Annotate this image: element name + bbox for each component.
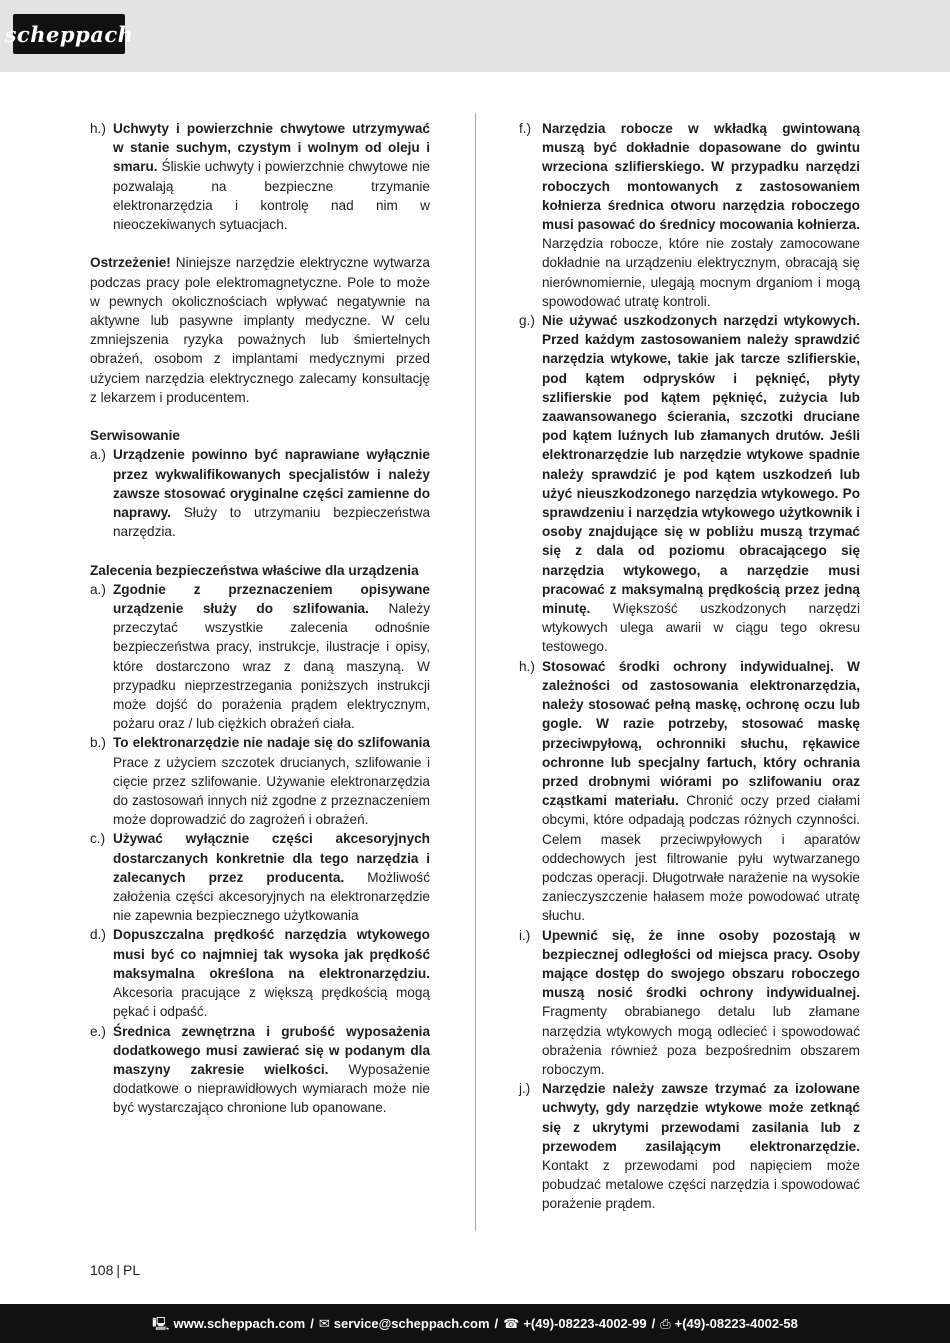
- list-item: [519, 926, 860, 1080]
- item-label: c.): [90, 831, 106, 847]
- item-text: Prace z użyciem szczotek drucianych, szlifowanie i cięcie przez szlifowanie. Używanie elektronarzędzia do zastosowań innych niż zgodne z przeznaczeniem może doprowadzić do zagrożeń i obrażeń.: [113, 754, 430, 828]
- item-bold-text: Uchwyty i powierzchnie chwytowe utrzymywać w stanie suchym, czystym i wolnym od oleju i smaru.: [113, 121, 430, 175]
- footer-phone: +(49)-08223-4002-99: [523, 1316, 647, 1331]
- page-number: [90, 1262, 140, 1278]
- list-item: [519, 311, 860, 657]
- list-item: [90, 829, 430, 925]
- item-text: Fragmenty obrabianego detalu lub złamane narzędzia wtykowych mogą odlecieć i spowodować obrażenia również poza bezpośrednim obszarem roboczym.: [542, 1004, 860, 1077]
- warning-text: Niniejsze narzędzie elektryczne wytwarza podczas pracy pole elektromagnetyczne. Pole to może w pewnych okolicznościach wpływać negatywnie na aktywne lub pasywne implanty medyczne. W celu zmniejszenia ryzyka poważnych lub śmiertelnych obrażeń, osobom z implantami medycznymi przed użyciem narzędzia elektrycznego zalecamy konsultację z lekarzem i producentem.: [90, 255, 430, 405]
- left-column: [90, 119, 430, 1118]
- item-text: Śliskie uchwyty i powierzchnie chwytowe nie pozwalają na bezpieczne trzymanie elektronarzędzia i kontrolę nad nim w nieoczekiwanych sytuacjach.: [113, 159, 430, 233]
- list-item: [90, 445, 430, 541]
- page-number-separator: |: [116, 1262, 120, 1278]
- item-text: Chronić oczy przed ciałami obcymi, które odpadają podczas różnych czynności. Celem masek przeciwpyłowych i aparatów oddechowych jest filtrowanie pyłu wytwarzanego podczas operacji. Długotrwałe narażenie na wysokie zanieczyszczenie hałasem może powodować utratę słuchu.: [542, 793, 860, 924]
- footer-email-link[interactable]: service@scheppach.com: [333, 1316, 490, 1331]
- item-text: Większość uszkodzonych narzędzi wtykowych ulega awarii w ciągu tego okresu testowego.: [542, 601, 860, 655]
- item-label: j.): [519, 1081, 531, 1097]
- item-text: Kontakt z przewodami pod napięciem może pobudzać metalowe części narzędzia i spowodować porażenie prądem.: [542, 1157, 860, 1212]
- item-label: e.): [90, 1023, 106, 1039]
- item-text: Możliwość założenia części akcesoryjnych na elektronarzędzie nie zapewnia bezpiecznego użytkowania: [113, 869, 430, 924]
- list-item: [519, 657, 860, 926]
- list-item: [90, 1022, 430, 1118]
- item-bold-text: Stosować środki ochrony indywidualnej. W zależności od zastosowania elektronarzędzia, należy stosować pełną maskę, ochronę oczu lub gogle. W razie potrzeby, stosować maskę przeciwpyłową, ochronniki słuchu, rękawice ochronne lub specjalny fartuch, który ochrania przed drobnymi wiórami po szlifowaniu oraz cząstkami materiału.: [542, 658, 860, 809]
- item-label: a.): [90, 447, 106, 463]
- mail-icon: ✉: [318, 1316, 330, 1331]
- list-item: [90, 733, 430, 829]
- fax-icon: ⎙: [660, 1316, 671, 1331]
- page-language: PL: [123, 1262, 141, 1278]
- item-bold-text: Średnica zewnętrzna i grubość wyposażenia dodatkowego musi zawierać się w podanym dla maszyny zakresie wielkości.: [113, 1023, 430, 1077]
- item-label: a.): [90, 581, 106, 597]
- footer-separator: /: [494, 1316, 499, 1331]
- footer-bar: [0, 1304, 950, 1343]
- item-bold-text: Zgodnie z przeznaczeniem opisywane urządzenie służy do szlifowania.: [113, 581, 430, 617]
- item-bold-text: To elektronarzędzie nie nadaje się do szlifowania: [113, 735, 430, 751]
- list-item: [519, 1079, 860, 1213]
- footer-website-link[interactable]: www.scheppach.com: [173, 1316, 306, 1331]
- brand-logo: scheppach: [13, 14, 125, 54]
- phone-icon: ☎: [503, 1316, 520, 1331]
- item-label: i.): [519, 927, 531, 943]
- column-divider: [475, 113, 476, 1231]
- list-item: [90, 580, 430, 734]
- item-text: Służy to utrzymaniu bezpieczeństwa narzędzia.: [113, 505, 430, 540]
- list-item: [90, 119, 430, 234]
- item-bold-text: Upewnić się, że inne osoby pozostają w bezpiecznej odległości od miejsca pracy. Osoby mające dostęp do swojego obszaru roboczego muszą nosić środki ochrony indywidualnej.: [542, 927, 860, 1001]
- section-heading: Serwisowanie: [90, 428, 180, 444]
- item-bold-text: Nie używać uszkodzonych narzędzi wtykowych. Przed każdym zastosowaniem należy sprawdzić narzędzia wtykowe, takie jak tarcze szlifierskie, pod kątem odprysków i pęknięć, płyty szlifierskie pod kątem pęknięć, zużycia lub zaawansowanego ścierania, szczotki druciane pod kątem luźnych lub złamanych drutów. Jeśli elektronarzędzie lub narzędzie wtykowe spadnie należy sprawdzić je pod kątem uszkodzeń lub użyć nieuszkodzonego narzędzia wtykowego. Po sprawdzeniu i narzędzia wtykowego użytkownik i osoby znajdujące się w pobliżu muszą trzymać się z dala od poziomu obracającego się narzędzia wtykowego, a narzędzie musi pracować z maksymalną prędkością przez jedną minutę.: [542, 313, 860, 617]
- footer-fax: +(49)-08223-4002-58: [674, 1316, 798, 1331]
- computer-icon: 🖳: [152, 1316, 170, 1331]
- item-text: Narzędzia robocze, które nie zostały zamocowane dokładnie na urządzeniu elektrycznym, obracają się nierównomiernie, ulegają mocnym drganiom i mogą spowodować utratę kontroli.: [542, 236, 860, 309]
- footer-separator: /: [651, 1316, 656, 1331]
- warning-paragraph: [90, 253, 430, 407]
- header-bar: [0, 0, 950, 72]
- item-bold-text: Dopuszczalna prędkość narzędzia wtykowego musi być co najmniej tak wysoka jak prędkość maksymalna określona na elektronarzędziu.: [113, 927, 430, 981]
- item-label: g.): [519, 313, 535, 329]
- item-label: h.): [90, 121, 106, 136]
- list-item: [519, 119, 860, 311]
- item-bold-text: Urządzenie powinno być naprawiane wyłącznie przez wykwalifikowanych specjalistów i należy zawsze stosować oryginalne części zamienne do naprawy.: [113, 447, 430, 521]
- right-column: [519, 119, 860, 1214]
- warning-bold: Ostrzeżenie!: [90, 255, 171, 271]
- item-text: Akcesoria pracujące z większą prędkością mogą pękać i odpaść.: [113, 985, 430, 1020]
- item-label: f.): [519, 121, 532, 136]
- item-bold-text: Używać wyłącznie części akcesoryjnych dostarczanych konkretnie dla tego narzędzia i zalecanych przez producenta.: [113, 831, 430, 885]
- item-bold-text: Narzędzia robocze w wkładką gwintowaną muszą być dokładnie dopasowane do gwintu wrzeciona szlifierskiego. W przypadku narzędzi roboczych montowanych z zastosowaniem kołnierza średnica otworu narzędzia roboczego musi pasować do średnicy mocowania kołnierza.: [542, 121, 860, 233]
- item-label: h.): [519, 658, 535, 674]
- footer-separator: /: [310, 1316, 314, 1331]
- item-bold-text: Narzędzie należy zawsze trzymać za izolowane uchwyty, gdy narzędzie wtykowe może zetknąć się z ukrytymi przewodami zasilania lub z przewodem zasilającym elektronarzędzie.: [542, 1081, 860, 1154]
- item-label: d.): [90, 927, 106, 943]
- section-heading: Zalecenia bezpieczeństwa właściwe dla urządzenia: [90, 562, 419, 578]
- list-item: [90, 925, 430, 1021]
- page-number-value: 108: [90, 1262, 114, 1278]
- item-text: Wyposażenie dodatkowe o nieprawidłowych wymiarach może nie być wystarczająco chronione lub opanowane.: [113, 1061, 430, 1116]
- item-text: Należy przeczytać wszystkie zalecenia odnośnie bezpieczeństwa pracy, instrukcje, ilustracje i opisy, które dostarczono wraz z daną maszyną. W przypadku nieprzestrzegania poniższych instrukcji może dojść do porażenia prądem elektrycznym, pożaru oraz / lub ciężkich obrażeń ciała.: [113, 601, 430, 732]
- item-label: b.): [90, 735, 106, 751]
